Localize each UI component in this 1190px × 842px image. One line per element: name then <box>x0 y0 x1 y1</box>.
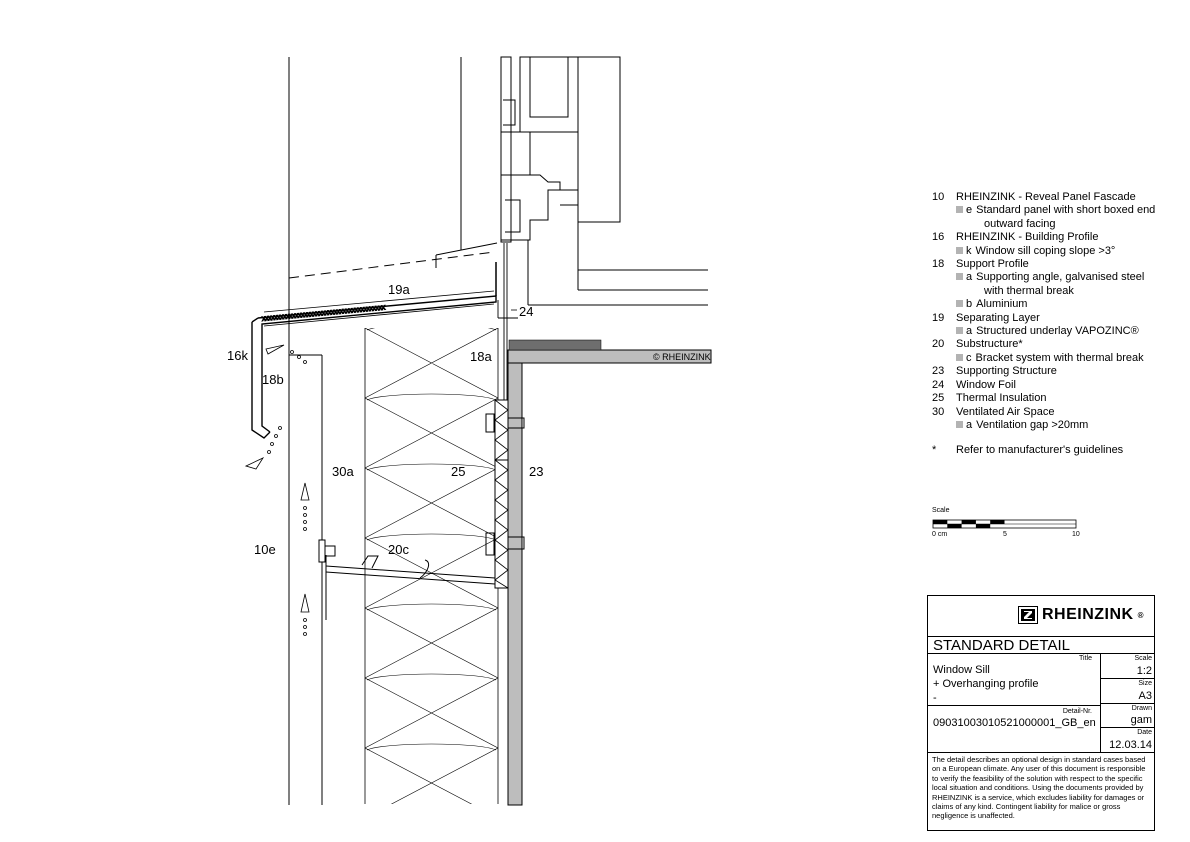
legend-item <box>932 338 1182 351</box>
callout-20c: 20c <box>388 542 409 557</box>
legend-subitem-letter: k <box>966 244 972 257</box>
callout-23: 23 <box>529 464 544 479</box>
legend-subitem-letter: a <box>966 325 973 338</box>
legend-subitem-letter: b <box>966 298 973 311</box>
legend-item-number: 24 <box>932 378 945 391</box>
legend-footnote-mark: * <box>932 444 937 457</box>
date-value: 12.03.14 <box>1109 739 1152 751</box>
callout-18a: 18a <box>470 349 492 364</box>
legend-subitem-text: Window sill coping slope >3° <box>975 244 1116 257</box>
size-box <box>1101 679 1155 704</box>
scale-tick-10: 10 <box>1072 531 1080 538</box>
window-frame <box>501 57 708 305</box>
scale-tick-5: 5 <box>1003 531 1007 538</box>
legend-subitem-continuation: with thermal break <box>984 284 1074 297</box>
legend-subitem <box>932 245 1182 258</box>
legend-subitem-letter: a <box>966 418 973 431</box>
legend-item-number: 18 <box>932 258 945 271</box>
scale-label: Scale <box>932 507 950 514</box>
drawn-label: Drawn <box>1131 705 1152 712</box>
legend-bullet-icon <box>956 354 963 361</box>
legend-subitem <box>932 419 1182 432</box>
legend-subitem-letter: e <box>966 204 973 217</box>
callout-10e: 10e <box>254 542 276 557</box>
legend-subitem-letter: a <box>966 271 973 284</box>
legend-item <box>932 392 1182 405</box>
legend-bullet-icon <box>956 247 963 254</box>
legend-footnote-text: Refer to manufacturer's guidelines <box>956 444 1124 457</box>
legend-item-number: 16 <box>932 231 945 244</box>
detail-number-label: Detail-Nr. <box>1062 708 1092 715</box>
date-label: Date <box>1137 729 1152 736</box>
legend-subitem-text: Ventilation gap >20mm <box>976 418 1089 431</box>
legend-item-number: 25 <box>932 392 945 405</box>
supporting-structure <box>508 340 711 805</box>
legend-subitem <box>932 271 1182 284</box>
callout-16k: 16k <box>227 348 248 363</box>
callout-18b: 18b <box>262 372 284 387</box>
copyright-mark: © RHEINZINK <box>653 352 711 362</box>
legend-subitem-text: Structured underlay VAPOZINC® <box>976 325 1139 338</box>
size-value: A3 <box>1138 690 1152 702</box>
meta-column <box>1100 654 1155 752</box>
scale-box <box>1101 654 1155 679</box>
legend-item-number: 30 <box>932 405 945 418</box>
legend-subitem-text: Bracket system with thermal break <box>975 351 1144 364</box>
callout-25: 25 <box>451 464 466 479</box>
legend-item <box>932 258 1182 271</box>
legend-item-text: Separating Layer <box>956 311 1040 324</box>
legend-item <box>932 231 1182 244</box>
drawn-value: gam <box>1130 714 1152 726</box>
scale-value: 1:2 <box>1136 665 1152 677</box>
legend-subitem-letter: c <box>966 351 972 364</box>
legend-item-number: 19 <box>932 311 945 324</box>
title-block <box>927 595 1155 831</box>
legend-subitem <box>932 352 1182 365</box>
legend-footnote <box>932 444 1182 457</box>
legend-item-number: 10 <box>932 191 945 203</box>
size-label: Size <box>1138 680 1152 687</box>
legend-subitem <box>932 298 1182 311</box>
legend-item-text: Support Profile <box>956 258 1029 271</box>
legend-bullet-icon <box>956 206 963 213</box>
disclaimer: The detail describes an optional design in standard cases based on a European climate. Any user of this document is responsible to verify the feasibility of the solution with respect to the specific local situation and conditions. Using the documents provided by RHEINZINK is a service, which excludes liability for damages or claims of any kind. Contingent liability for malice or gross negligence is unaffected. <box>928 752 1154 823</box>
standard-detail-heading: STANDARD DETAIL <box>933 637 1070 654</box>
brand-name: RHEINZINK <box>1041 606 1134 623</box>
date-box <box>1101 728 1155 752</box>
title-column <box>928 654 1100 752</box>
legend-item-text: Ventilated Air Space <box>956 405 1055 418</box>
brackets <box>319 400 524 620</box>
callout-24: 24 <box>519 304 534 319</box>
legend-item <box>932 365 1182 378</box>
svg-text:xxxxxxxxxxxxxxxxxxxxxxxxxxxxxx: xxxxxxxxxxxxxxxxxxxxxxxxxxxxxxxxxxxxxxxxx <box>261 302 385 323</box>
legend-item-text: Window Foil <box>956 378 1016 391</box>
legend-subitem-text: Standard panel with short boxed end <box>976 204 1156 217</box>
brand-registered-mark: ® <box>1137 610 1144 620</box>
legend-item <box>932 406 1182 419</box>
detail-number-box <box>928 706 1100 752</box>
callout-19a: 19a <box>388 282 410 297</box>
legend-subitem-continuation: outward facing <box>984 217 1056 230</box>
callout-30a: 30a <box>332 464 354 479</box>
title-box <box>928 654 1100 706</box>
title-label: Title <box>1079 655 1092 662</box>
legend-subitem <box>932 325 1182 338</box>
legend-subitem <box>932 204 1182 217</box>
legend <box>932 191 1182 458</box>
title-line-3: - <box>933 692 937 704</box>
legend-item <box>932 312 1182 325</box>
legend-item <box>932 379 1182 392</box>
drawn-box <box>1101 704 1155 728</box>
brand-area <box>928 596 1154 637</box>
legend-item-text: Thermal Insulation <box>956 392 1047 405</box>
legend-bullet-icon <box>956 421 963 428</box>
scale-tick-0: 0 cm <box>932 531 948 538</box>
heading-row <box>928 636 1154 654</box>
ventilation-indicators <box>246 345 309 636</box>
legend-item-number: 23 <box>932 365 945 378</box>
scale-box-label: Scale <box>1134 655 1152 662</box>
legend-item-text: Substructure* <box>956 338 1023 351</box>
legend-bullet-icon <box>956 300 963 307</box>
legend-subitem-text: Aluminium <box>976 298 1028 311</box>
detail-number: 09031003010521000001_GB_en <box>933 717 1096 729</box>
legend-bullet-icon <box>956 273 963 280</box>
legend-subitem-text: Supporting angle, galvanised steel <box>976 271 1145 284</box>
rheinzink-logo-icon <box>1018 606 1038 624</box>
scale-bar-graphic <box>932 519 1082 533</box>
legend-item-number: 20 <box>932 338 945 351</box>
legend-item-text: RHEINZINK - Building Profile <box>956 231 1099 244</box>
legend-bullet-icon <box>956 327 963 334</box>
legend-item <box>932 191 1182 204</box>
legend-item-text: Supporting Structure <box>956 365 1057 378</box>
title-line-1: Window Sill <box>933 664 990 676</box>
title-line-2: + Overhanging profile <box>933 678 1039 690</box>
legend-item-text: RHEINZINK - Reveal Panel Fascade <box>956 191 1136 203</box>
